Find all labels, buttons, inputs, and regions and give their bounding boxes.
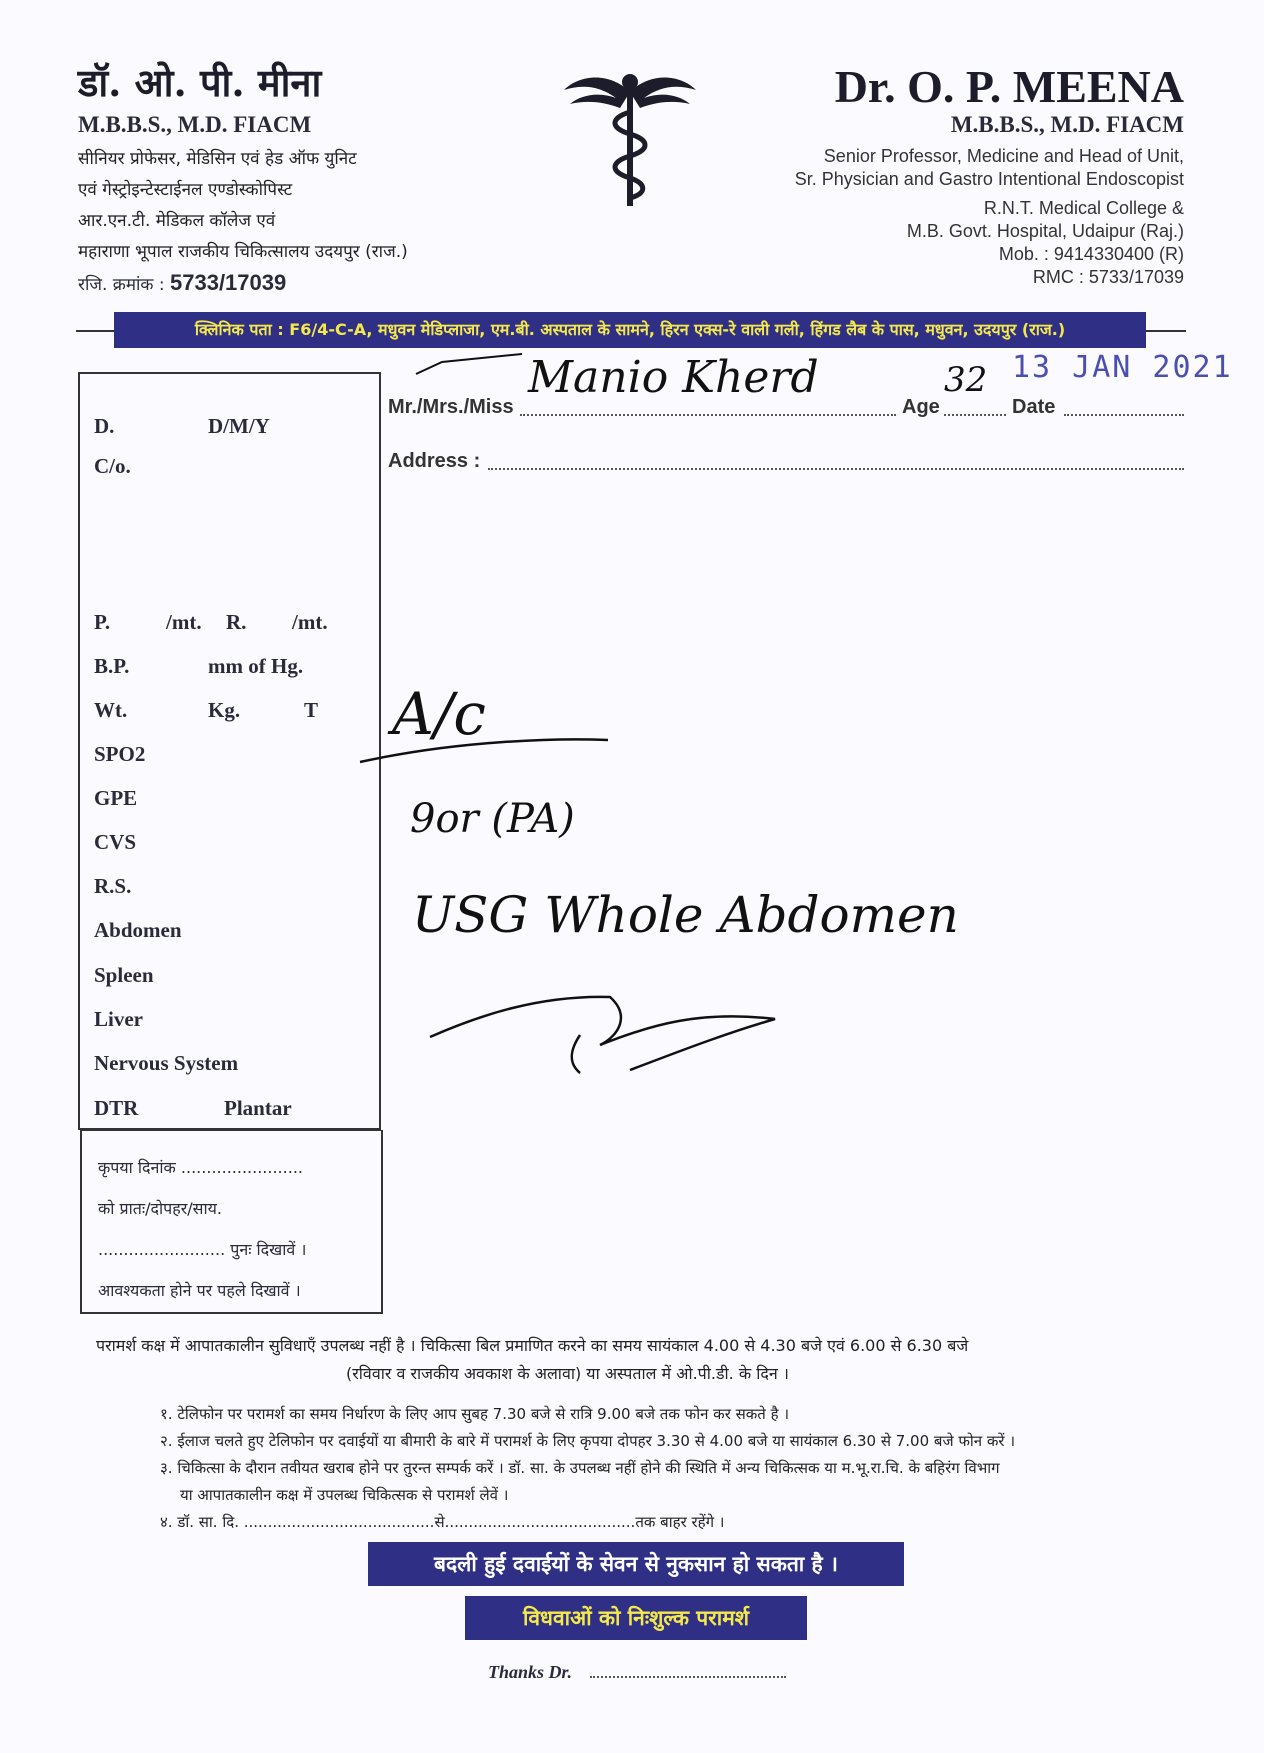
thanks-label: Thanks Dr. [488, 1662, 573, 1682]
address-line [488, 468, 1184, 470]
date-stamp: 13 JAN 2021 [1012, 350, 1233, 385]
handwritten-underline [340, 730, 680, 770]
rx-line-handwritten: A/c [392, 680, 486, 748]
instruction-item: ४. डॉ. सा. दि. ........................................से........................................तक बाहर रहेंगे । [160, 1513, 725, 1531]
field-d: D. [94, 414, 115, 438]
header-right-line: Sr. Physician and Gastro Intentional Endoscopist [794, 169, 1184, 189]
header-right-line: R.N.T. Medical College & [983, 198, 1184, 218]
instruction-item: ३. चिकित्सा के दौरान तवीयत खराब होने पर तुरन्त सम्पर्क करें । डॉ. सा. के उपलब्ध नहीं होने की स्थिति में अन्य चिकित्सक या म.भू.रा.चि. के बहिरंग विभाग [160, 1459, 1000, 1477]
instruction-item: २. ईलाज चलते हुए टेलिफोन पर दवाईयों या बीमारी के बारे में परामर्श के लिए कृपया दोपहर 3.30 से 4.00 बजे या सायंकाल 6.30 से 7.00 बजे फोन करें । [160, 1432, 1016, 1450]
field-resp: R. [226, 610, 247, 634]
field-gpe: GPE [94, 786, 138, 810]
field-temperature: T [304, 698, 319, 722]
doctor-name-hindi: डॉ. ओ. पी. मीना [78, 60, 322, 105]
address-label: Address : [388, 450, 481, 472]
field-dmy: D/M/Y [208, 414, 270, 438]
field-rs: R.S. [94, 874, 132, 898]
header-right-line: RMC : 5733/17039 [1032, 267, 1184, 287]
date-line [1064, 414, 1184, 416]
field-abdomen: Abdomen [94, 918, 182, 942]
degree-left: M.B.B.S., M.D. FIACM [78, 112, 312, 137]
clinic-address-banner: क्लिनिक पता : F6/4-C-A, मधुवन मेडिप्लाजा, एम.बी. अस्पताल के सामने, हिरन एक्स-रे वाली गली, हिंगड लैब के पास, मधुवन, उदयपुर (राज.) [114, 312, 1146, 348]
header-right-line: M.B. Govt. Hospital, Udaipur (Raj.) [906, 221, 1184, 241]
age-label: Age [902, 396, 940, 418]
followup-line: ......................... पुनः दिखावें । [98, 1240, 307, 1259]
banner-rule-left [76, 330, 116, 332]
field-spleen: Spleen [94, 963, 154, 987]
rx-line-handwritten: 9or (PA) [410, 796, 575, 842]
date-label: Date [1012, 396, 1056, 418]
field-weight: Wt. [94, 698, 128, 722]
followup-line: को प्रातः/दोपहर/साय. [98, 1199, 222, 1218]
reg-label: रजि. क्रमांक : [78, 275, 165, 295]
warning-banner: बदली हुई दवाईयों के सेवन से नुकसान हो सकता है । [368, 1542, 904, 1586]
header-right-line: Senior Professor, Medicine and Head of Unit, [823, 146, 1184, 166]
field-dtr: DTR [94, 1096, 139, 1120]
banner-rule-right [1144, 330, 1186, 332]
field-liver: Liver [94, 1007, 143, 1031]
field-pulse-unit: /mt. [166, 610, 202, 634]
field-spo2: SPO2 [94, 742, 146, 766]
notice-line: (रविवार व राजकीय अवकाश के अलावा) या अस्पताल में ओ.पी.डी. के दिन । [346, 1364, 789, 1383]
degree-right: M.B.B.S., M.D. FIACM [950, 112, 1184, 137]
patient-name-line [520, 414, 896, 416]
signature-scribble [420, 975, 800, 1085]
tick-mark [412, 350, 532, 380]
field-bp: B.P. [94, 654, 130, 678]
instruction-item: या आपातकालीन कक्ष में उपलब्ध चिकित्सक से परामर्श लेवें । [180, 1486, 509, 1504]
age-handwritten: 32 [944, 360, 988, 400]
field-resp-unit: /mt. [292, 610, 328, 634]
doctor-name-english: Dr. O. P. MEENA [834, 61, 1184, 112]
field-bp-unit: mm of Hg. [208, 654, 304, 678]
followup-line: आवश्यकता होने पर पहले दिखावें । [98, 1281, 301, 1300]
patient-name-handwritten: Manio Kherd [528, 352, 819, 403]
field-weight-unit: Kg. [208, 698, 241, 722]
field-plantar: Plantar [224, 1096, 292, 1120]
registration-number [78, 270, 286, 296]
header-left-line: महाराणा भूपाल राजकीय चिकित्सालय उदयपुर (राज.) [78, 242, 408, 262]
patient-name-label: Mr./Mrs./Miss [388, 396, 514, 418]
header-right-line: Mob. : 9414330400 (R) [998, 244, 1184, 264]
instruction-item: १. टेलिफोन पर परामर्श का समय निर्धारण के लिए आप सुबह 7.30 बजे से रात्रि 9.00 बजे तक फोन कर सकते है । [160, 1405, 790, 1423]
header-left-line: एवं गेस्ट्रोइन्टेस्टाईनल एण्डोस्कोपिस्ट [78, 180, 293, 200]
followup-line: कृपया दिनांक ........................ [98, 1158, 303, 1177]
rx-line-handwritten: USG Whole Abdomen [412, 886, 959, 944]
field-cvs: CVS [94, 830, 137, 854]
age-line [944, 414, 1006, 416]
thanks-line [590, 1676, 786, 1678]
field-co: C/o. [94, 454, 131, 478]
field-pulse: P. [94, 610, 111, 634]
caduceus-logo-icon [560, 62, 700, 212]
header-left-line: सीनियर प्रोफेसर, मेडिसिन एवं हेड ऑफ युनिट [78, 149, 357, 169]
header-left-line: आर.एन.टी. मेडिकल कॉलेज एवं [78, 211, 276, 231]
field-nervous-system: Nervous System [94, 1051, 239, 1075]
free-consultation-banner: विधवाओं को निःशुल्क परामर्श [465, 1596, 807, 1640]
notice-line: परामर्श कक्ष में आपातकालीन सुविधाएँ उपलब्ध नहीं है । चिकित्सा बिल प्रमाणित करने का समय सायंकाल 4.00 से 4.30 बजे एवं 6.00 से 6.30 बजे [96, 1336, 969, 1355]
reg-value: 5733/17039 [170, 270, 287, 295]
